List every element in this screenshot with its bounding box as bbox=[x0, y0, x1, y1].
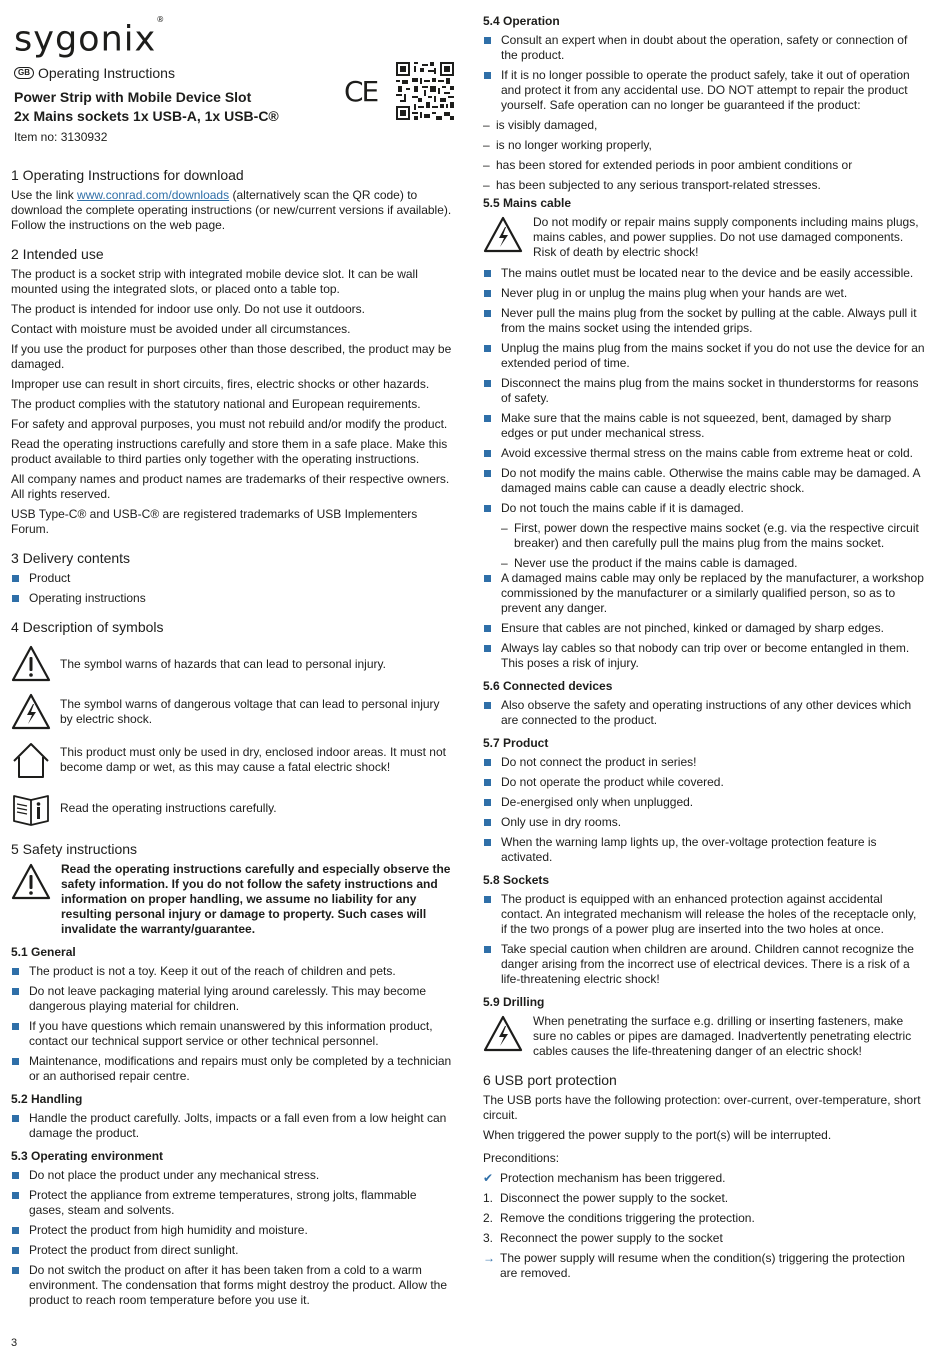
list-item: ✔ Protection mechanism has been triggered. bbox=[483, 1171, 726, 1185]
document-header bbox=[14, 64, 344, 145]
operation-list bbox=[483, 33, 925, 193]
symbol-list bbox=[11, 644, 453, 828]
result-list bbox=[483, 1251, 925, 1281]
list-item: Disconnect the mains plug from the mains socket in thunderstorms for reasons of safety. bbox=[483, 376, 925, 406]
list-item: A damaged mains cable may only be replaced by the manufacturer, a workshop commissioned by the manufacturer or a similarly qualified person, so as to prevent any danger. bbox=[483, 571, 925, 616]
symbol-row bbox=[11, 740, 453, 780]
list-item: → The power supply will resume when the condition(s) triggering the protection are removed. bbox=[483, 1251, 905, 1280]
paragraph: Improper use can result in short circuits, fires, electric shocks or other hazards. bbox=[11, 377, 430, 391]
environment-list bbox=[11, 1168, 453, 1308]
doc-type-line bbox=[14, 64, 344, 82]
qr-code-icon[interactable] bbox=[396, 62, 454, 120]
warning-triangle-icon bbox=[11, 644, 51, 684]
list-item: Do not switch the product on after it has been taken from a cold to a warm environment. The condensation that forms might destroy the product. Allow the product to reach room temperature before you use it. bbox=[11, 1263, 453, 1308]
subsection-heading: 5.8 Sockets bbox=[483, 873, 550, 887]
brand-logo: sygonix® bbox=[14, 15, 166, 60]
section-heading: 6 USB port protection bbox=[483, 1072, 617, 1088]
list-item: Always lay cables so that nobody can trip over or become entangled in them. This poses a risk of injury. bbox=[483, 641, 925, 671]
sub-item: – has been subjected to any serious transport-related stresses. bbox=[483, 178, 925, 193]
delivery-list bbox=[11, 571, 453, 606]
list-item: Do not operate the product while covered. bbox=[483, 775, 925, 790]
paragraph: The USB ports have the following protection: over-current, over-temperature, short circuit. bbox=[483, 1093, 921, 1122]
paragraph: All company names and product names are trademarks of their respective owners. All rights reserved. bbox=[11, 472, 450, 501]
warning-triangle-icon bbox=[11, 862, 61, 902]
symbol-row bbox=[11, 788, 453, 828]
list-item: Do not place the product under any mechanical stress. bbox=[11, 1168, 453, 1183]
page-number: 3 bbox=[11, 1337, 18, 1349]
sub-list bbox=[501, 521, 925, 571]
subsection-heading: 5.5 Mains cable bbox=[483, 196, 572, 210]
general-list bbox=[11, 964, 453, 1084]
sub-item: – is visibly damaged, bbox=[483, 118, 925, 133]
symbol-text: This product must only be used in dry, enclosed indoor areas. It must not become damp or wet, as this may cause a fatal electric shock! bbox=[60, 745, 446, 774]
indoor-house-icon bbox=[11, 740, 51, 780]
list-item: Never pull the mains plug from the socket by pulling at the cable. Always pull it from the mains socket using the intended grips. bbox=[483, 306, 925, 336]
read-manual-icon bbox=[11, 788, 51, 828]
sockets-list bbox=[483, 892, 925, 987]
mains-warning-box bbox=[483, 215, 925, 260]
right-column bbox=[483, 14, 925, 1286]
handling-list bbox=[11, 1111, 453, 1141]
steps-list bbox=[483, 1191, 925, 1246]
paragraph: The product complies with the statutory national and European requirements. bbox=[11, 397, 421, 411]
list-item: Protect the product from high humidity and moisture. bbox=[11, 1223, 453, 1238]
product-title: Power Strip with Mobile Device Slot 2x Mains sockets 1x USB-A, 1x USB-C® bbox=[14, 89, 279, 124]
list-item: Make sure that the mains cable is not squeezed, bent, damaged by sharp edges or put under mechanical stress. bbox=[483, 411, 925, 441]
list-item: Operating instructions bbox=[11, 591, 453, 606]
list-item: The mains outlet must be located near to the device and be easily accessible. bbox=[483, 266, 925, 281]
list-item: Product bbox=[11, 571, 453, 586]
precondition-list bbox=[483, 1171, 925, 1186]
checkmark-icon: ✔ bbox=[483, 1171, 494, 1185]
subsection-heading: 5.1 General bbox=[11, 945, 76, 959]
symbol-row bbox=[11, 692, 453, 732]
safety-intro: Read the operating instructions carefully and especially observe the safety information. If you do not follow the safety instructions and information on proper handling, we assume no liability for any resulting personal injury or damage to property. Such cases will invalidate the warranty/guarantee. bbox=[61, 862, 451, 936]
list-item: Do not connect the product in series! bbox=[483, 755, 925, 770]
paragraph: When triggered the power supply to the port(s) will be interrupted. bbox=[483, 1128, 832, 1142]
list-item: If it is no longer possible to operate the product safely, take it out of operation and protect it from any accidental use. DO NOT attempt to repair the product yourself. Safe operation can no longer be guaranteed if the product: – is visibly damaged, – is no longer working properly, – has been stored for extended periods in poor ambient conditions or – has been subjected to any serious transport-related stresses. bbox=[483, 68, 925, 193]
download-link[interactable]: www.conrad.com/downloads bbox=[77, 188, 230, 202]
high-voltage-icon bbox=[11, 692, 51, 732]
product-list bbox=[483, 755, 925, 865]
safety-warning-box bbox=[11, 862, 453, 937]
high-voltage-icon bbox=[483, 215, 533, 255]
mains-list bbox=[483, 266, 925, 671]
paragraph: Contact with moisture must be avoided under all circumstances. bbox=[11, 322, 351, 336]
list-item: Do not modify the mains cable. Otherwise the mains cable may be damaged. A damaged mains cable can cause a deadly electric shock. bbox=[483, 466, 925, 496]
section-heading: 1 Operating Instructions for download bbox=[11, 167, 244, 183]
list-item: Do not leave packaging material lying around carelessly. This may become dangerous playing material for children. bbox=[11, 984, 453, 1014]
paragraph: Read the operating instructions carefully and store them in a safe place. Make this product available to third parties only together with the operating instructions. bbox=[11, 437, 448, 466]
subsection-heading: 5.2 Handling bbox=[11, 1092, 83, 1106]
list-item: Handle the product carefully. Jolts, impacts or a fall even from a low height can damage the product. bbox=[11, 1111, 453, 1141]
paragraph: USB Type-C® and USB-C® are registered trademarks of USB Implementers Forum. bbox=[11, 507, 418, 536]
subsection-heading: 5.3 Operating environment bbox=[11, 1149, 164, 1163]
list-item: Consult an expert when in doubt about the operation, safety or connection of the product. bbox=[483, 33, 925, 63]
section-heading: 2 Intended use bbox=[11, 246, 104, 262]
connected-list bbox=[483, 698, 925, 728]
symbol-text: The symbol warns of dangerous voltage that can lead to personal injury by electric shock. bbox=[60, 697, 440, 726]
list-item: Unplug the mains plug from the mains socket if you do not use the device for an extended period of time. bbox=[483, 341, 925, 371]
list-item: Protect the product from direct sunlight. bbox=[11, 1243, 453, 1258]
list-item: Only use in dry rooms. bbox=[483, 815, 925, 830]
sub-item: – Never use the product if the mains cable is damaged. bbox=[501, 556, 925, 571]
download-paragraph: Use the link www.conrad.com/downloads (alternatively scan the QR code) to download the complete operating instructions (or new/current versions if available). Follow the instructions on the web page. bbox=[11, 188, 452, 232]
subsection-heading: 5.4 Operation bbox=[483, 14, 560, 28]
list-item: Never plug in or unplug the mains plug when your hands are wet. bbox=[483, 286, 925, 301]
symbol-text: The symbol warns of hazards that can lead to personal injury. bbox=[60, 656, 386, 671]
list-item: Protect the appliance from extreme temperatures, strong jolts, flammable gases, steam and solvents. bbox=[11, 1188, 453, 1218]
doc-type: Operating Instructions bbox=[38, 65, 175, 81]
section-heading: 5 Safety instructions bbox=[11, 841, 138, 857]
subsection-heading: 5.9 Drilling bbox=[483, 995, 545, 1009]
list-item: Ensure that cables are not pinched, kinked or damaged by sharp edges. bbox=[483, 621, 925, 636]
symbol-row bbox=[11, 644, 453, 684]
intended-use-text bbox=[11, 267, 453, 537]
list-item: When the warning lamp lights up, the over-voltage protection feature is activated. bbox=[483, 835, 925, 865]
ce-mark: CE bbox=[344, 75, 378, 108]
symbol-text: Read the operating instructions carefully. bbox=[60, 800, 277, 815]
language-badge: GB bbox=[14, 67, 34, 79]
section-heading: 4 Description of symbols bbox=[11, 619, 164, 635]
drilling-warning-text: When penetrating the surface e.g. drilling or inserting fasteners, make sure no cables or pipes are damaged. Inadvertently penetrating electric cables causes the life-threatening danger of an electric shock! bbox=[533, 1014, 912, 1058]
list-item: Maintenance, modifications and repairs must only be completed by a technician or an authorised repair centre. bbox=[11, 1054, 453, 1084]
sub-item: – is no longer working properly, bbox=[483, 138, 925, 153]
paragraph: If you use the product for purposes other than those described, the product may be damaged. bbox=[11, 342, 452, 371]
sub-item: – First, power down the respective mains socket (e.g. via the respective circuit breaker) and then carefully pull the mains plug from the mains socket. bbox=[501, 521, 925, 551]
list-item: The product is not a toy. Keep it out of the reach of children and pets. bbox=[11, 964, 453, 979]
high-voltage-icon bbox=[483, 1014, 533, 1054]
mains-warning-text: Do not modify or repair mains supply components including mains plugs, mains cables, and power supplies. Do not use damaged components. Risk of death by electric shock! bbox=[533, 215, 919, 259]
subsection-heading: 5.7 Product bbox=[483, 736, 549, 750]
step-item: 1. Disconnect the power supply to the socket. bbox=[483, 1191, 729, 1205]
list-item: Also observe the safety and operating instructions of any other devices which are connected to the product. bbox=[483, 698, 925, 728]
list-item: The product is equipped with an enhanced protection against accidental contact. An integrated mechanism will release the holes of the receptacle only, if the two prongs of a power plug are inserted into the two holes at once. bbox=[483, 892, 925, 937]
list-item: De-energised only when unplugged. bbox=[483, 795, 925, 810]
item-number: Item no: 3130932 bbox=[14, 130, 108, 144]
left-column bbox=[11, 156, 453, 1313]
list-item: Do not touch the mains cable if it is damaged. – First, power down the respective mains socket (e.g. via the respective circuit breaker) and then carefully pull the mains plug from the mains socket. – Never use the product if the mains cable is damaged. bbox=[483, 501, 925, 571]
step-item: 3. Reconnect the power supply to the socket bbox=[483, 1231, 723, 1245]
section-heading: 3 Delivery contents bbox=[11, 550, 131, 566]
list-item: Take special caution when children are around. Children cannot recognize the danger arising from the incorrect use of electrical devices. There is a risk of a life-threatening electric shock! bbox=[483, 942, 925, 987]
paragraph: For safety and approval purposes, you must not rebuild and/or modify the product. bbox=[11, 417, 448, 431]
arrow-right-icon: → bbox=[483, 1251, 495, 1265]
preconditions-label: Preconditions: bbox=[483, 1151, 560, 1165]
paragraph: The product is intended for indoor use only. Do not use it outdoors. bbox=[11, 302, 365, 316]
subsection-heading: 5.6 Connected devices bbox=[483, 679, 613, 693]
sub-list bbox=[483, 118, 925, 193]
list-item: Avoid excessive thermal stress on the mains cable from extreme heat or cold. bbox=[483, 446, 925, 461]
sub-item: – has been stored for extended periods in poor ambient conditions or bbox=[483, 158, 925, 173]
drilling-warning-box bbox=[483, 1014, 925, 1059]
paragraph: The product is a socket strip with integrated mobile device slot. It can be wall mounted using the integrated slots, or placed onto a table top. bbox=[11, 267, 418, 296]
list-item: If you have questions which remain unanswered by this information product, contact our technical support service or other technical personnel. bbox=[11, 1019, 453, 1049]
step-item: 2. Remove the conditions triggering the protection. bbox=[483, 1211, 755, 1225]
